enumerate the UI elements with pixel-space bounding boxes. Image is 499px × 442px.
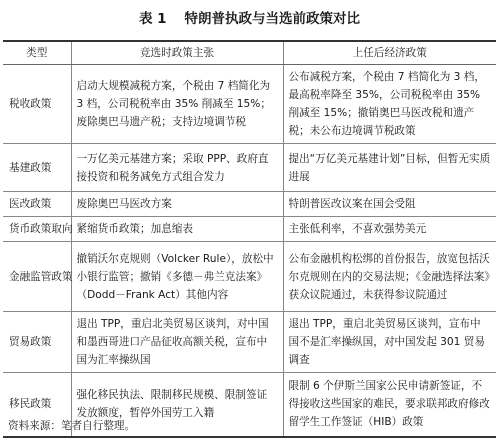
row-category: 移民政策 <box>3 373 71 437</box>
row-category: 货币政策取向 <box>3 217 71 242</box>
row-campaign: 启动大规模减税方案，个税由 7 档简化为 3 档，公司税税率由 35% 削减至 15%；废除奥巴马遗产税；支持边境调节税 <box>71 65 283 144</box>
table-row <box>3 144 496 192</box>
table-header-row <box>3 41 496 65</box>
header-category: 类型 <box>3 41 71 65</box>
table-row <box>3 242 496 312</box>
header-campaign: 竞选时政策主张 <box>71 41 283 65</box>
table-row <box>3 65 496 144</box>
row-campaign: 强化移民执法、限制移民规模、限制签证发放额度，暂停外国劳工入籍 <box>71 373 283 437</box>
row-campaign: 退出 TPP，重启北美贸易区谈判，对中国和墨西哥进口产品征收高额关税，宣布中国为汇率操纵国 <box>71 312 283 373</box>
row-campaign: 废除奥巴马医改方案 <box>71 192 283 217</box>
table-row <box>3 192 496 217</box>
source-note: 资料来源：笔者自行整理。 <box>8 420 136 432</box>
row-inoffice: 提出“万亿美元基建计划”目标，但暂无实质进展 <box>283 144 496 192</box>
header-inoffice: 上任后经济政策 <box>283 41 496 65</box>
row-inoffice: 公布减税方案，个税由 7 档简化为 3 档，最高税率降至 35%，公司税税率由 35% 削减至 15%；撤销奥巴马医改税和遗产税；未公布边境调节税政策 <box>283 65 496 144</box>
row-campaign: 紧缩货币政策；加息缩表 <box>71 217 283 242</box>
row-inoffice: 特朗普医改议案在国会受阻 <box>283 192 496 217</box>
table-title-text: 特朗普执政与当选前政策对比 <box>184 11 361 27</box>
row-category: 医改政策 <box>3 192 71 217</box>
row-inoffice: 公布金融机构松绑的首份报告，放宽包括沃尔克规则在内的交易法规；《金融选择法案》获众议院通过，未获得参议院通过 <box>283 242 496 312</box>
table-row <box>3 312 496 373</box>
table-row <box>3 217 496 242</box>
table-number: 表 1 <box>138 11 167 27</box>
row-campaign: 一万亿美元基建方案；采取 PPP、政府直接投资和税务减免方式组合发力 <box>71 144 283 192</box>
comparison-table-wrapper <box>3 40 496 438</box>
table-title <box>0 6 499 32</box>
row-inoffice: 退出 TPP，重启北美贸易区谈判，宣布中国不是汇率操纵国，对中国发起 301 贸易调查 <box>283 312 496 373</box>
row-category: 金融监管政策 <box>3 242 71 312</box>
row-campaign: 撤销沃尔克规则（Volcker Rule），放松中小银行监管；撤销《多德－弗兰克法案》（Dodd－Frank Act）其他内容 <box>71 242 283 312</box>
row-inoffice: 限制 6 个伊斯兰国家公民申请新签证，不得接收这些国家的难民，要求联邦政府修改留学生工作签证（HIB）政策 <box>283 373 496 437</box>
row-category: 基建政策 <box>3 144 71 192</box>
comparison-table <box>3 40 496 438</box>
row-category: 贸易政策 <box>3 312 71 373</box>
row-inoffice: 主张低利率，不喜欢强势美元 <box>283 217 496 242</box>
row-category: 税收政策 <box>3 65 71 144</box>
